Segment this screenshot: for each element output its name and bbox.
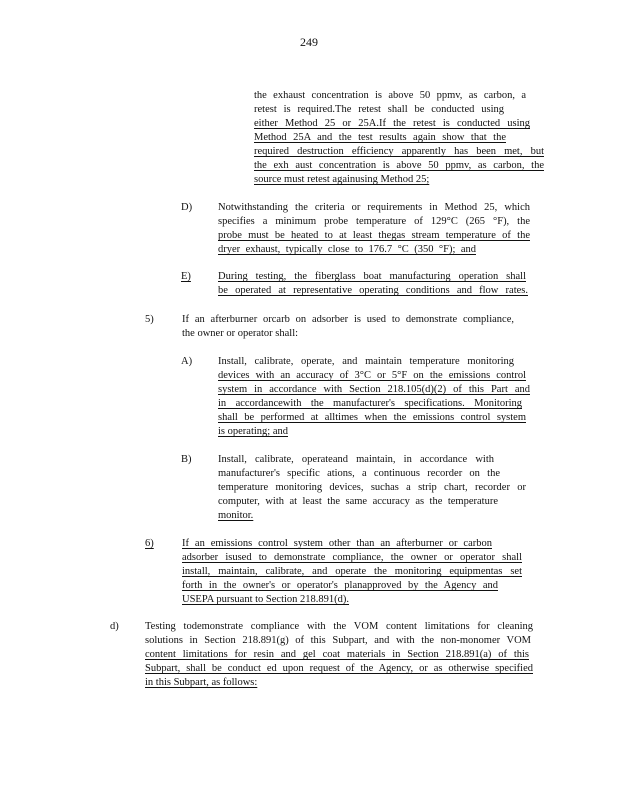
text-line: specifies a minimum probe temperature of 129°C (265 °F), the [218,216,530,227]
text-line: Install, calibrate, operateand maintain, in accordance with [218,454,494,465]
text-line: shall be performed at alltimes when the emissions control system [218,412,526,423]
text-line: is operating; and [218,426,288,437]
item-label-B: B) [181,454,192,465]
item-label-E: E) [181,271,191,282]
item-label-6: 6) [145,538,154,549]
item-label-5: 5) [145,314,154,325]
text-line: computer, with at least the same accuracy as the temperature [218,496,498,507]
text-line: Testing todemonstrate compliance with the VOM content limitations for cleaning [145,621,533,632]
text-line: the exh aust concentration is above 50 ppmv, as carbon, the [254,160,544,171]
text-line: be operated at representative operating conditions and flow rates. [218,285,528,296]
item-label-A: A) [181,356,193,367]
text-line: Subpart, shall be conduct ed upon request of the Agency, or as otherwise specified [145,663,533,674]
text-line: Notwithstanding the criteria or requirements in Method 25, which [218,202,530,213]
text-line: During testing, the fiberglass boat manufacturing operation shall [218,271,526,282]
text-line: install, maintain, calibrate, and operate the monitoring equipmentas set [182,566,522,577]
text-line: devices with an accuracy of 3°C or 5°F on the emissions control [218,370,526,381]
text-line: source must retest againusing Method 25; [254,174,430,185]
item-label-d: d) [110,621,119,632]
text-line: in accordancewith the manufacturer's specifications. Monitoring [218,398,522,409]
text-line: required destruction efficiency apparently has been met, but [254,146,544,157]
text-line: Install, calibrate, operate, and maintain temperature monitoring [218,356,514,367]
text-line: the exhaust concentration is above 50 ppmv, as carbon, a [254,90,526,101]
item-label-D: D) [181,202,193,213]
text-line: forth in the owner's or operator's planapproved by the Agency and [182,580,498,591]
text-line: either Method 25 or 25A.If the retest is conducted using [254,118,530,129]
text-line: retest is required.The retest shall be conducted using [254,104,504,115]
text-line: monitor. [218,510,254,521]
text-line: If an afterburner orcarb on adsorber is used to demonstrate compliance, [182,314,514,325]
text-line: USEPA pursuant to Section 218.891(d). [182,594,350,605]
text-line: manufacturer's specific ations, a continuous recorder on the [218,468,500,479]
text-line: the owner or operator shall: [182,328,299,339]
text-line: adsorber isused to demonstrate compliance, the owner or operator shall [182,552,522,563]
text-line: in this Subpart, as follows: [145,677,258,688]
text-line: If an emissions control system other than an afterburner or carbon [182,538,492,549]
text-line: content limitations for resin and gel coat materials in Section 218.891(a) of this [145,649,529,660]
text-line: solutions in Section 218.891(g) of this Subpart, and with the non-monomer VOM [145,635,531,646]
page-number: 249 [300,35,318,49]
text-line: probe must be heated to at least thegas stream temperature of the [218,230,530,241]
text-line: Method 25A and the test results again show that the [254,132,506,143]
text-line: system in accordance with Section 218.105(d)(2) of this Part and [218,384,530,395]
text-line: dryer exhaust, typically close to 176.7 °C (350 °F); and [218,244,476,255]
text-line: temperature monitoring devices, suchas a strip chart, recorder or [218,482,526,493]
